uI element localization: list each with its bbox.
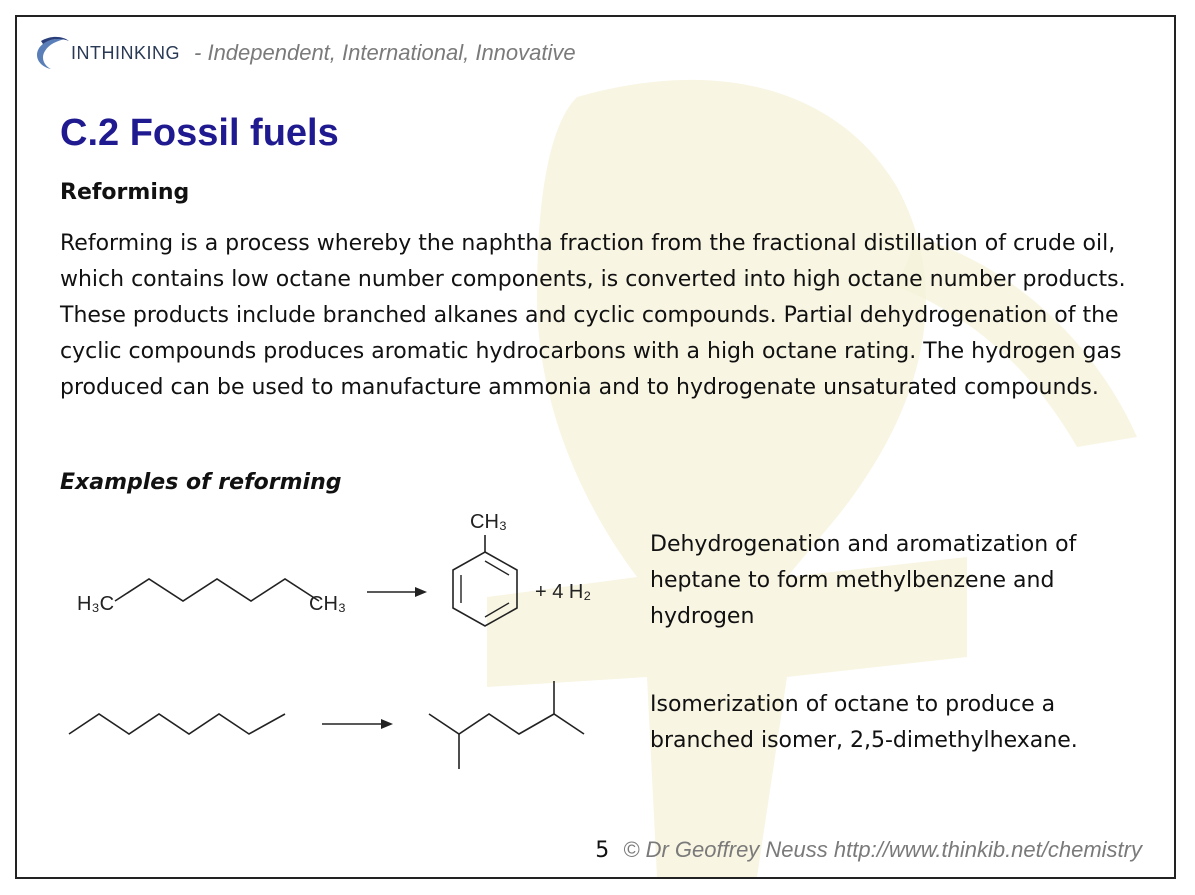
page-number: 5 xyxy=(595,838,610,863)
dimethylhexane-main-chain xyxy=(429,714,584,734)
reactant-right-label: CH₃ xyxy=(309,593,347,615)
reaction-octane-isomerization xyxy=(57,677,627,787)
reactant-left-label: H₃C xyxy=(77,593,115,615)
reaction-description: Isomerization of octane to produce a branched isomer, 2,5-dimethylhexane. xyxy=(650,692,1078,753)
copyright-text: © Dr Geoffrey Neuss http://www.thinkib.net/chemistry xyxy=(623,837,1142,862)
reaction-arrowhead xyxy=(415,587,427,597)
body-paragraph: Reforming is a process whereby the naphtha fraction from the fractional distillation of crude oil, which contains low octane number components, is converted into high octane number products. These products include branched alkanes and cyclic compounds. Partial dehydrogenation of the cyclic compounds produces aromatic hydrocarbons with a high octane rating. The hydrogen gas produced can be used to manufacture ammonia and to hydrogenate unsaturated compounds. xyxy=(60,231,1126,400)
footer xyxy=(595,837,1142,863)
header xyxy=(35,33,576,73)
tagline: - Independent, International, Innovative xyxy=(194,40,576,65)
logo-text: INTHINKING xyxy=(71,42,181,63)
product-substituent-label: CH₃ xyxy=(470,511,508,533)
inthinking-logo-icon xyxy=(35,35,69,71)
page-title: C.2 Fossil fuels xyxy=(60,112,339,154)
section-heading: Reforming xyxy=(60,180,190,205)
benzene-ring xyxy=(453,552,517,626)
byproduct-label: + 4 H₂ xyxy=(535,581,592,603)
heptane-skeleton xyxy=(115,579,319,601)
slide xyxy=(15,15,1176,879)
octane-skeleton xyxy=(69,714,285,734)
reaction-arrowhead xyxy=(381,719,393,729)
examples-heading: Examples of reforming xyxy=(60,470,342,495)
reaction-description: Dehydrogenation and aromatization of heptane to form methylbenzene and hydrogen xyxy=(650,532,1077,629)
reaction-heptane-to-methylbenzene xyxy=(57,497,627,647)
